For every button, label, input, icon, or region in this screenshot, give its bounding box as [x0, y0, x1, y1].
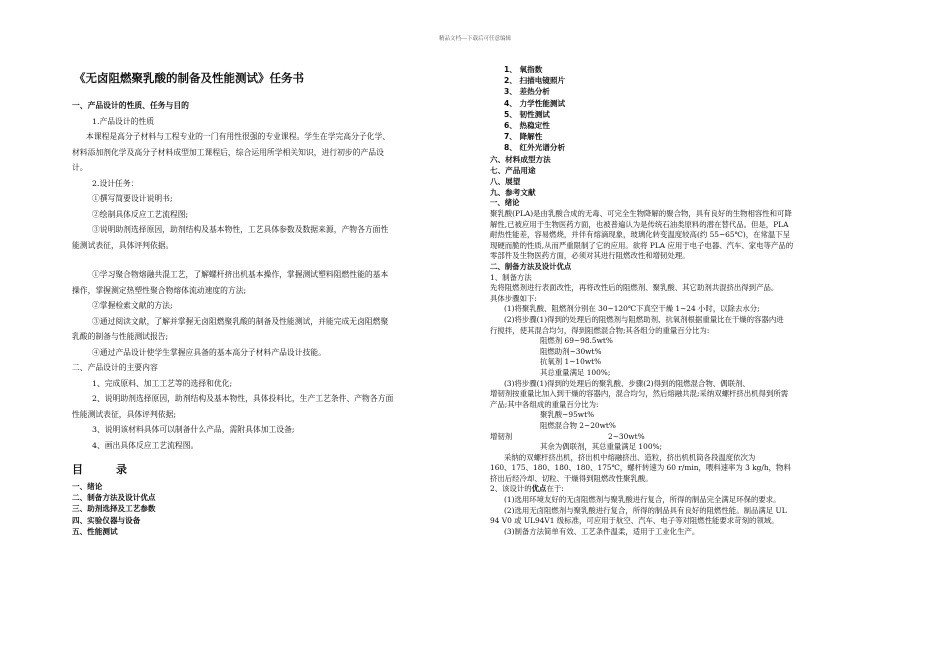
composition-line: 增韧剂 2~30wt%: [490, 431, 645, 441]
toc-item: 二、制备方法及设计优点: [72, 493, 156, 503]
composition-line: 其总重量满足 100%;: [540, 367, 611, 377]
goal-item: ①学习聚合物熔融共混工艺，了解螺杆挤出机基本操作，掌握测试塑料阻燃性能的基本: [92, 270, 389, 279]
subsection-heading: 2.设计任务：: [92, 178, 139, 188]
paragraph-line: 本课程是高分子材料与工程专业的一门有用性很强的专业课程。学生在学完高分子化学、: [86, 132, 391, 141]
test-item: 5、 韧性测试: [504, 109, 550, 119]
toc-item: 九、参考文献: [490, 188, 536, 198]
step-line: 产品;其中各组成的重量百分比为:: [490, 399, 599, 409]
goal-item: 乳酸的制备与性能测试报告;: [72, 332, 169, 341]
paragraph-line: 聚乳酸(PLA)是由乳酸合成的无毒、可完全生物降解的聚合物，具有良好的生物相容性和可降: [490, 209, 792, 219]
composition-line: 阻燃混合物 2~20wt%: [540, 420, 616, 430]
content-item: 3、说明该材料具体可以制备什么产品，需附具体加工设备;: [92, 425, 295, 434]
section-heading: 一、产品设计的性质、任务与目的: [72, 101, 189, 110]
goal-item: 操作，掌握测定热塑性聚合物熔体流动速度的方法;: [72, 285, 247, 295]
paragraph-line: 耐热性能差，容易燃烧，并伴有熔滴现象，玻璃化转变温度较高(约 55~65℃)，在常温下呈: [490, 230, 791, 240]
paragraph-line: 具体步骤如下:: [490, 293, 537, 303]
right-column: [490, 64, 888, 537]
step-line: 行搅拌，使其混合均匀，得到阻燃混合物;其各组分的重量百分比为:: [490, 325, 710, 335]
content-item: 性能测试表征，具体评判依据;: [72, 409, 176, 419]
doc-title: 《无卤阻燃聚乳酸的制备及性能测试》任务书: [74, 71, 304, 85]
toc-item: 五、性能测试: [72, 526, 118, 536]
subsection-heading: 1.产品设计的性质: [92, 116, 155, 126]
advantage-item: (1)选用环境友好的无卤阻燃剂与聚乳酸进行复合，所得的制品完全满足环保的要求。: [504, 495, 781, 505]
advantage-heading: 2、该设计的优点在于:: [490, 484, 564, 494]
toc-item: 四、实验仪器与设备: [72, 515, 141, 525]
advantage-item: (2)选用无卤阻燃剂与聚乳酸进行复合，所得的制品具有良好的阻燃性能。制品满足 UL: [504, 505, 787, 515]
toc-item: 一、绪论: [72, 482, 103, 491]
paragraph-line: 材料添加剂化学及高分子材料成型加工课程后，综合运用所学相关知识，进行初步的产品设: [72, 147, 384, 157]
goal-item: ④通过产品设计使学生掌握应具备的基本高分子材料产品设计技能。: [92, 347, 326, 357]
page-header: 精品文档---下载后可任意编辑: [439, 36, 511, 42]
composition-line: 聚乳酸~95wt%: [540, 410, 595, 420]
left-column: [72, 64, 470, 537]
section-heading: 二、制备方法及设计优点: [490, 262, 572, 271]
content-item: 2、说明助剂选择原因，助剂结构及基本物性，具体投料比，生产工艺条件、产物各方面: [92, 394, 394, 403]
content-item: 4、画出具体反应工艺流程图。: [92, 440, 199, 450]
toc-item: 七、产品用途: [490, 165, 536, 175]
paragraph-line: 解性,已被应用于生物医药方面，也被普遍认为是传统石油类原料的潜在替代品。但是，PLA: [490, 219, 789, 229]
step-line: 增韧剂按重量比加入到干燥的容器内，混合均匀，然后熔融共混;采纳双螺杆挤出机得到所需: [490, 389, 789, 399]
test-item: 8、 红外光谱分析: [504, 143, 566, 153]
task-item: ①撰写简要设计说明书;: [92, 194, 173, 203]
test-item: 3、 差热分析: [504, 87, 550, 97]
step-line: (2)将步骤(1)得到的处理后的阻燃剂与阻燃助剂、抗氧剂根据重量比在干燥的容器内进: [504, 314, 784, 324]
test-item: 1、 氧指数: [504, 65, 543, 74]
content-item: 1、完成原料、加工工艺等的选择和优化;: [92, 378, 233, 388]
extrusion-line: 采纳的双螺杆挤出机，挤出机中熔融挤出、造粒，挤出机机筒各段温度依次为: [504, 452, 756, 462]
advantage-item: (3)制备方法简单有效、工艺条件温柔，适用于工业化生产。: [504, 526, 700, 536]
extrusion-line: 挤出后经冷却、切粒、干燥得到阻燃改性聚乳酸。: [490, 473, 653, 483]
toc-title: 目 录: [72, 463, 127, 476]
task-item: ③说明助剂选择原因，助剂结构及基本物性，工艺具体参数及数据来源，产物各方面性: [92, 225, 389, 234]
task-item: ②绘制具体反应工艺流程图;: [92, 209, 189, 219]
task-item: 能测试表征，具体评判依据。: [72, 240, 174, 250]
test-item: 6、 热稳定性: [504, 121, 550, 131]
toc-item: 三、助剂选择及工艺参数: [72, 504, 156, 514]
section-heading: 二、产品设计的主要内容: [72, 363, 158, 372]
step-line: (1)将聚乳酸、阻燃剂分别在 30~120℃下真空干燥 1~24 小时，以除去水分;: [504, 304, 760, 314]
paragraph-line: 先将阻燃剂进行表面改性，再将改性后的阻燃剂、聚乳酸、其它助剂共混挤出得到产品。: [490, 283, 779, 293]
section-heading: 一、绪论: [490, 198, 520, 208]
paragraph-line: 零部件及生物医药方面，必须对其进行阻燃改性和增韧处理。: [490, 251, 690, 261]
goal-item: ③通过阅读文献，了解并掌握无卤阻燃聚乳酸的制备及性能测试，并能完成无卤阻燃聚: [92, 316, 389, 326]
composition-line: 抗氧剂 1~10wt%: [540, 357, 602, 367]
goal-item: ②掌握检索文献的方法;: [92, 301, 173, 310]
composition-line: 其余为偶联剂，其总重量满足 100%;: [540, 442, 663, 452]
composition-line: 阻燃剂 69~98.5wt%: [540, 336, 613, 346]
extrusion-line: 160、175、180、180、180、175℃，螺杆转速为 60 r/min，喂料速率为 3 kg/h，物料: [490, 463, 791, 473]
paragraph-line: 现硬而脆的性质,从而严重限制了它的应用。欲将 PLA 应用于电子电器、汽车、家电等产品的: [490, 240, 794, 250]
subsection-heading: 1、制备方法: [490, 272, 532, 282]
test-item: 7、 降解性: [504, 132, 543, 142]
composition-line: 阻燃助剂~30wt%: [540, 346, 602, 356]
toc-item: 八、展望: [490, 177, 521, 187]
test-item: 2、 扫描电镜照片: [504, 76, 566, 86]
paragraph-line: 计。: [72, 163, 88, 172]
advantage-item: 94 V0 或 UL94V1 级标准，可应用于航空、汽车、电子等对阻燃性能要求苛刻的领域。: [490, 516, 779, 526]
step-line: (3)将步骤(1)得到的处理后的聚乳酸、步骤(2)得到的阻燃混合物、偶联剂、: [504, 378, 750, 388]
test-item: 4、 力学性能测试: [504, 98, 566, 108]
toc-item: 六、材料成型方法: [490, 154, 551, 164]
